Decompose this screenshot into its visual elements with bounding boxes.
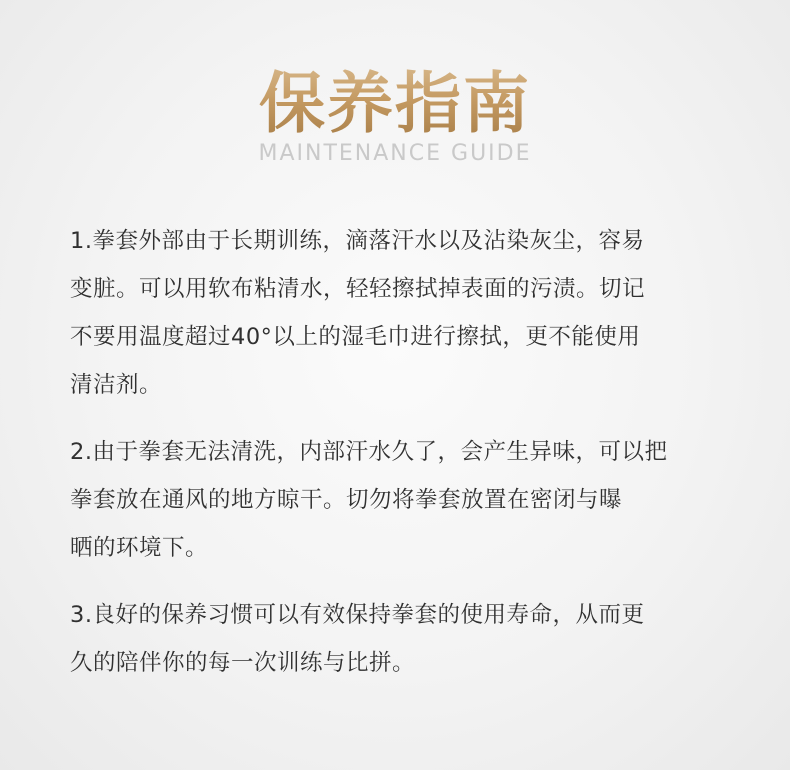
page-header	[0, 64, 790, 168]
guide-content	[70, 217, 730, 706]
page-subtitle: MAINTENANCE GUIDE	[258, 141, 532, 166]
guide-paragraph-2: 2.由于拳套无法清洗，内部汗水久了，会产生异味，可以把 拳套放在通风的地方晾干。切勿将拳套放置在密闭与曝 晒的环境下。	[70, 439, 668, 561]
page-title: 保养指南	[259, 65, 531, 142]
guide-paragraph-1: 1.拳套外部由于长期训练，滴落汗水以及沾染灰尘，容易 变脏。可以用软布粘清水，轻轻擦拭掉表面的污渍。切记 不要用温度超过40°以上的湿毛巾进行擦拭，更不能使用 清洁剂。	[70, 228, 646, 398]
guide-paragraph-3: 3.良好的保养习惯可以有效保持拳套的使用寿命，从而更 久的陪伴你的每一次训练与比拼。	[70, 602, 645, 676]
